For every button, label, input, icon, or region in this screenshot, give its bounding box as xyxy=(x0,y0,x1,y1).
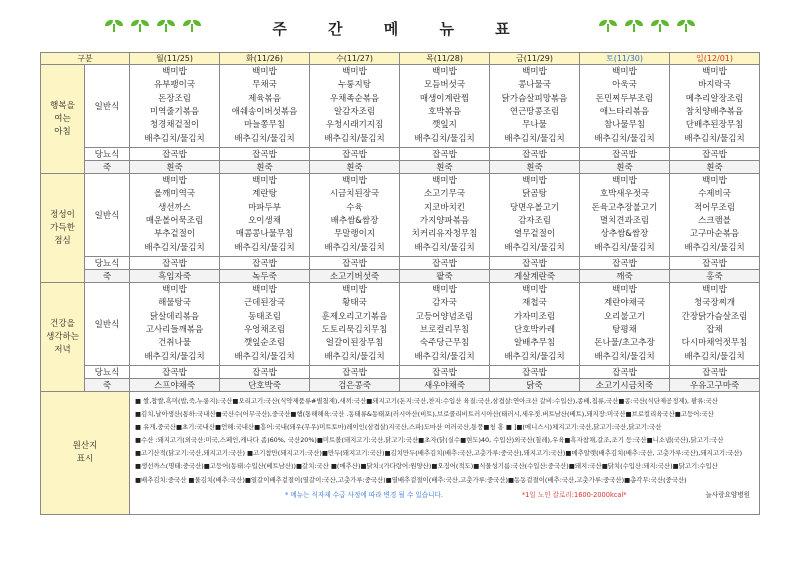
diabetic-diet-label: 당뇨식 xyxy=(85,148,130,161)
dish-item: 배추김치/물김치 xyxy=(684,242,745,253)
dish-item: 백미밥 xyxy=(162,284,187,295)
dish-item: 알배추무침 xyxy=(513,338,556,349)
day-header: 일(12/01) xyxy=(670,53,760,65)
dish-cell xyxy=(580,283,670,366)
dish-cell xyxy=(490,174,580,257)
dish-item: 매콤콩나물무침 xyxy=(235,229,294,240)
diabetic-cell: 잡곡밥 xyxy=(400,148,490,161)
dish-item: 브로컬리무침 xyxy=(419,325,470,335)
dish-item: 열무겉절이 xyxy=(513,229,556,240)
dish-cell xyxy=(400,65,490,148)
dish-item: 부추겉절이 xyxy=(153,229,196,240)
dish-item: 배추김치/물김치 xyxy=(414,351,475,362)
dish-item: 메추리알장조림 xyxy=(685,93,744,104)
header-category: 구분 xyxy=(41,53,130,65)
diabetic-cell: 잡곡밥 xyxy=(400,257,490,270)
dish-cell xyxy=(400,283,490,366)
origin-line: ■배추김치:중국산 ■물김치(배추:국산)■열갈이배추겉절이(열갈이:국산,고춧가루:중국산)■열배추겉절이(배추:국산,고춧가루:중국산)■동동겉절이(배추:국산,고춧가루:중국산)■총각무:국산(중국산) xyxy=(135,475,687,484)
dish-item: 다시마채억젓무침 xyxy=(681,338,748,349)
menu-table xyxy=(40,52,760,515)
dish-cell xyxy=(490,283,580,366)
origin-line: ■ 쌀,찹쌀,흑미(밥,죽,누룽지):국산■오리고기:국산(식약제품류#별첨제),새끼:국산■돼지고기(돈지:국산,찬지:수입산 육질:국산,삼겹살:연아크산 갈비:수입산),종배,칩류,국산■콩:국산(식단제공정제), 팥류:국산 xyxy=(135,397,718,405)
meal-label: 건강을 생각하는 저녁 xyxy=(41,283,85,392)
dish-item: 백미밥 xyxy=(342,284,367,295)
diabetic-cell: 잡곡밥 xyxy=(130,366,220,379)
dish-cell xyxy=(400,174,490,257)
dish-item: 배추김치/물김치 xyxy=(234,242,295,253)
diabetic-cell: 잡곡밥 xyxy=(490,257,580,270)
dish-item: 고등어양념조림 xyxy=(415,311,474,322)
dish-item: 백미밥 xyxy=(522,284,547,295)
porridge-cell: 흰죽 xyxy=(220,161,310,174)
porridge-cell: 녹두죽 xyxy=(220,270,310,283)
dish-item: 배추쌈&쌈장 xyxy=(330,216,379,226)
page-title: 주 간 메 뉴 표 xyxy=(272,20,528,38)
footer-notes xyxy=(135,489,754,502)
dish-item: 감자국 xyxy=(432,298,457,309)
sprout-icon xyxy=(651,20,669,32)
dish-item: 호박새우젓국 xyxy=(599,189,650,200)
dish-item: 돈육고추장불고기 xyxy=(591,202,658,213)
calorie-note: *1일 노인 칼로리:1600-2000kcal* xyxy=(521,490,627,499)
dish-item: 재첩국 xyxy=(522,298,547,309)
day-header: 월(11/25) xyxy=(130,53,220,65)
diabetic-cell: 잡곡밥 xyxy=(130,148,220,161)
day-header: 금(11/29) xyxy=(490,53,580,65)
porridge-cell: 단호박죽 xyxy=(220,379,310,392)
porridge-cell: 흑임자죽 xyxy=(130,270,220,283)
dish-item: 배추김치/물김치 xyxy=(594,242,655,253)
dish-item: 시금치된장국 xyxy=(329,189,380,200)
dish-item: 백미밥 xyxy=(522,66,547,77)
diabetic-cell: 잡곡밥 xyxy=(220,366,310,379)
dish-item: 무나물 xyxy=(522,120,547,131)
dish-item: 호박볶음 xyxy=(428,107,461,117)
diabetic-diet-label: 당뇨식 xyxy=(85,257,130,270)
dish-item: 해물탕국 xyxy=(158,298,191,309)
diabetic-diet-label: 당뇨식 xyxy=(85,366,130,379)
dish-item: 수제비국 xyxy=(698,189,731,200)
dish-item: 단호박카레 xyxy=(513,325,556,335)
dish-item: 애쉐송이버섯볶음 xyxy=(231,107,298,117)
sprout-icon xyxy=(677,20,695,32)
dish-cell xyxy=(580,174,670,257)
dish-item: 멸치견과조림 xyxy=(599,216,650,226)
dish-item: 간장닭가슴살조림 xyxy=(681,311,748,322)
porridge-cell: 홍죽 xyxy=(670,270,760,283)
dish-item: 근데된장국 xyxy=(243,298,286,309)
dish-item: 상추쌈&쌈장 xyxy=(600,229,649,240)
dish-item: 생선까스 xyxy=(158,202,191,213)
diabetic-cell: 잡곡밥 xyxy=(310,148,400,161)
dish-item: 백미밥 xyxy=(162,66,187,77)
dish-item: 건취나물 xyxy=(158,338,191,349)
dish-item: 잡채 xyxy=(706,325,723,335)
general-diet-label: 일반식 xyxy=(85,283,130,366)
dish-cell xyxy=(220,174,310,257)
meal-label: 정성이 가득한 점심 xyxy=(41,174,85,283)
dish-item: 단배추된장무침 xyxy=(685,120,744,131)
day-header: 수(11/27) xyxy=(310,53,400,65)
dish-item: 우채족순볶음 xyxy=(329,93,380,104)
dish-item: 청국장찌개 xyxy=(693,298,736,309)
origin-line: ■김치,날아생산(통하:국내산■국산수(어무국산),중국산■햄(통해해육:국산 .동태류&동태포(러시아산(비트),브로콜리비트러시아산(태러시,세우젓.버트남산(베트),돼지장:미국산■브로컬리육국산■고등어:국산 xyxy=(135,410,714,419)
dish-item: 가자미조림 xyxy=(513,311,556,322)
dish-item: 깻잎지 xyxy=(432,120,457,131)
day-header: 목(11/28) xyxy=(400,53,490,65)
dish-item: 백미밥 xyxy=(252,175,277,186)
dish-item: 백미밥 xyxy=(522,175,547,186)
porridge-cell: 소고기시금치죽 xyxy=(580,379,670,392)
dish-item: 배추김치/물김치 xyxy=(234,351,295,362)
dish-item: 아욱국 xyxy=(612,80,637,91)
dish-item: 백미밥 xyxy=(612,284,637,295)
sprout-icon xyxy=(599,20,617,32)
dish-item: 돈나물/초고추장 xyxy=(594,338,655,349)
porridge-label: 죽 xyxy=(85,379,130,392)
dish-item: 배추김치/물김치 xyxy=(504,351,565,362)
dish-cell xyxy=(670,174,760,257)
dish-cell xyxy=(670,65,760,148)
dish-item: 계란야채국 xyxy=(603,298,646,309)
dish-item: 배추김치/물김치 xyxy=(504,242,565,253)
porridge-cell: 스프야채죽 xyxy=(130,379,220,392)
dish-item: 배추김치/물김치 xyxy=(684,351,745,362)
origin-line: ■생선까스(명태:중국산)■고등어(동태:수입산(베트남산))■갈치:국산 ■(메추산)■닭치:(가다랑어:원양산)■오징어(적도)■식물성기름:국산(수입산:중국산)■돼지:국산■닭치(수입산:돼지:국산)■닭고기:수입산 xyxy=(135,462,718,471)
dish-item: 배추김치/물김치 xyxy=(414,242,475,253)
dish-item: 백미밥 xyxy=(252,284,277,295)
dish-item: 백미밥 xyxy=(612,175,637,186)
dish-item: 고구마순볶음 xyxy=(689,229,740,240)
porridge-cell: 검은콩죽 xyxy=(310,379,400,392)
porridge-cell: 흰죽 xyxy=(400,161,490,174)
dish-item: 무말랭이지 xyxy=(333,229,376,240)
dish-item: 오리불고기 xyxy=(603,311,646,322)
origin-info xyxy=(130,392,760,515)
diabetic-cell: 잡곡밥 xyxy=(310,366,400,379)
origin-line: ■ 유게,중국산■초기:국내산■언해:국내산■흥어:국내(돼우(무우)미트토마)레이인(삼겹살)지국산,스파)도마산 여러국산,통풍■청 홍 ■ ]■(메니스시)체지고기:국산,닭고기:국산,닭고기:국산 xyxy=(135,423,662,432)
dish-item: 훈제오리고기볶음 xyxy=(321,311,388,322)
dish-item: 연근땅콩조림 xyxy=(509,107,560,117)
diabetic-cell: 잡곡밥 xyxy=(400,366,490,379)
porridge-label: 죽 xyxy=(85,161,130,174)
dish-item: 모듬버섯국 xyxy=(423,80,466,91)
dish-item: 백미밥 xyxy=(702,66,727,77)
dish-item: 치커리유자청무침 xyxy=(411,229,478,240)
dish-item: 닭곰탕 xyxy=(522,189,547,200)
hospital-name: 늘사랑요양병원 xyxy=(705,490,750,499)
porridge-cell: 흰죽 xyxy=(130,161,220,174)
porridge-cell: 흰죽 xyxy=(670,161,760,174)
porridge-cell: 게살계란죽 xyxy=(490,270,580,283)
dish-item: 배추김치/물김치 xyxy=(684,133,745,144)
dish-item: 수육 xyxy=(346,202,363,213)
dish-item: 누룽지탕 xyxy=(338,80,371,91)
sprout-icon xyxy=(625,20,643,32)
dish-cell xyxy=(580,65,670,148)
dish-item: 돈장조림 xyxy=(158,93,191,104)
dish-item: 배추김치/물김치 xyxy=(594,133,655,144)
porridge-cell: 소고기버섯죽 xyxy=(310,270,400,283)
dish-item: 알감자조림 xyxy=(333,107,376,117)
dish-item: 백미밥 xyxy=(432,66,457,77)
dish-cell xyxy=(220,65,310,148)
sprout-decoration-right xyxy=(599,20,695,32)
dish-item: 배추김치/물김치 xyxy=(144,133,205,144)
diabetic-cell: 잡곡밥 xyxy=(670,366,760,379)
dish-item: 배추김치/물김치 xyxy=(144,242,205,253)
porridge-cell: 닭죽 xyxy=(490,379,580,392)
dish-item: 배추김치/물김치 xyxy=(324,351,385,362)
dish-item: 참나물무침 xyxy=(603,120,646,131)
diabetic-cell: 잡곡밥 xyxy=(670,257,760,270)
dish-cell xyxy=(130,283,220,366)
diabetic-cell: 잡곡밥 xyxy=(490,366,580,379)
general-diet-label: 일반식 xyxy=(85,65,130,148)
porridge-cell: 흰죽 xyxy=(580,161,670,174)
dish-item: 배추김치/물김치 xyxy=(594,351,655,362)
diabetic-cell: 잡곡밥 xyxy=(580,366,670,379)
origin-line: ■수산 :돼지고기(외국산:미국,스페인,캐나다 좀)60%, 국산20%)■미트볼(돼지고기:국산,닭고기:국산■초자(닭(실수■현도)40, 수입산)외국산(칠레),우육■흑자참채,갈조,조기 등:국산■니소냄(국산),닭고기:국산 xyxy=(135,436,724,445)
dish-item: 닭가슴살피망볶음 xyxy=(501,93,568,104)
dish-item: 유부팽이국 xyxy=(153,80,196,91)
dish-item: 바지락국 xyxy=(698,80,731,91)
porridge-cell: 새우야채죽 xyxy=(400,379,490,392)
dish-item: 도토리묵김치무침 xyxy=(321,325,388,335)
dish-item: 배추김치/물김치 xyxy=(324,133,385,144)
dish-cell xyxy=(130,65,220,148)
porridge-cell: 깨죽 xyxy=(580,270,670,283)
porridge-cell: 흰죽 xyxy=(490,161,580,174)
dish-item: 스크램블 xyxy=(698,216,731,226)
diabetic-cell: 잡곡밥 xyxy=(130,257,220,270)
dish-item: 황태국 xyxy=(342,298,367,309)
dish-cell xyxy=(310,283,400,366)
dish-item: 백미밥 xyxy=(252,66,277,77)
dish-item: 백미밥 xyxy=(162,175,187,186)
dish-item: 매운볼어묵조림 xyxy=(145,216,204,226)
dish-cell xyxy=(130,174,220,257)
dish-item: 참치양배추볶음 xyxy=(685,107,744,117)
dish-item: 우청시래기지짐 xyxy=(325,120,384,131)
dish-item: 청경채겉절이 xyxy=(149,120,200,131)
dish-cell xyxy=(310,174,400,257)
dish-item: 돈민찌두부조림 xyxy=(595,93,654,104)
dish-item: 배추김치/물김치 xyxy=(414,133,475,144)
porridge-label: 죽 xyxy=(85,270,130,283)
dish-item: 배추김치/물김치 xyxy=(504,133,565,144)
dish-item: 올깨미역국 xyxy=(153,189,196,200)
dish-item: 당면우볼고기 xyxy=(509,202,560,213)
dish-cell xyxy=(490,65,580,148)
dish-item: 동태조림 xyxy=(248,311,281,322)
dish-item: 백미밥 xyxy=(432,284,457,295)
dish-item: 마늘쫑무침 xyxy=(243,120,286,131)
diabetic-cell: 잡곡밥 xyxy=(580,257,670,270)
dish-item: 마파두부 xyxy=(248,202,281,213)
dish-item: 계란탕 xyxy=(252,189,277,200)
meal-label: 행복을 여는 아침 xyxy=(41,65,85,174)
menu-change-note: * 메뉴는 식자재 수급 사정에 따라 변경 될 수 있습니다. xyxy=(285,490,444,499)
dish-item: 제육볶음 xyxy=(248,93,281,104)
dish-item: 지코바치킨 xyxy=(423,202,466,213)
origin-line: ■고기산적(닭고기:국산,돼지고기:국산) ■고기참만(돼지고기:국산)■만두(돼지고기:국산)■김치만두(배추김치(배추:국산,고춧가루:중국산),돼지고기:국산)■메추알랫(배추김치(배추:국산, 고춧가루:국산),돼지고기:국산) xyxy=(135,449,743,458)
origin-label: 원산지 표시 xyxy=(41,392,130,515)
diabetic-cell: 잡곡밥 xyxy=(220,148,310,161)
dish-cell xyxy=(670,283,760,366)
diabetic-cell: 잡곡밥 xyxy=(310,257,400,270)
dish-item: 백미밥 xyxy=(702,284,727,295)
dish-item: 고사리들깨볶음 xyxy=(145,325,204,335)
dish-item: 매생이계란찜 xyxy=(419,93,470,104)
porridge-cell: 우유고구마죽 xyxy=(670,379,760,392)
dish-item: 백미밥 xyxy=(702,175,727,186)
dish-item: 닭살데리볶음 xyxy=(149,311,200,322)
dish-item: 미역줄기볶음 xyxy=(149,107,200,117)
day-header: 화(11/26) xyxy=(220,53,310,65)
diabetic-cell: 잡곡밥 xyxy=(490,148,580,161)
dish-item: 백미밥 xyxy=(342,66,367,77)
dish-item: 백미밥 xyxy=(612,66,637,77)
diabetic-cell: 잡곡밥 xyxy=(220,257,310,270)
dish-item: 숙주당근무침 xyxy=(419,338,470,349)
dish-item: 감자조림 xyxy=(518,216,551,226)
dish-item: 탕평채 xyxy=(612,325,637,335)
dish-item: 가지양파볶음 xyxy=(419,216,470,226)
dish-item: 콩나물국 xyxy=(518,80,551,91)
dish-cell xyxy=(220,283,310,366)
dish-item: 백미밥 xyxy=(342,175,367,186)
dish-item: 백미밥 xyxy=(432,175,457,186)
dish-item: 소고기무국 xyxy=(423,189,466,200)
dish-item: 깻잎순조림 xyxy=(243,338,286,349)
diabetic-cell: 잡곡밥 xyxy=(580,148,670,161)
porridge-cell: 흰죽 xyxy=(310,161,400,174)
dish-item: 배추김치/물김치 xyxy=(234,133,295,144)
diabetic-cell: 잡곡밥 xyxy=(670,148,760,161)
dish-item: 적어무조림 xyxy=(693,202,736,213)
dish-item: 우엉채조림 xyxy=(243,325,286,335)
porridge-cell: 팥죽 xyxy=(400,270,490,283)
dish-cell xyxy=(310,65,400,148)
dish-item: 오이생채 xyxy=(248,216,281,226)
general-diet-label: 일반식 xyxy=(85,174,130,257)
dish-item: 배추김치/물김치 xyxy=(144,351,205,362)
dish-item: 얼갈이된장무침 xyxy=(325,338,384,349)
dish-item: 무채국 xyxy=(252,80,277,91)
dish-item: 배추김치/물김치 xyxy=(324,242,385,253)
dish-item: 애느타리볶음 xyxy=(599,107,650,117)
day-header: 토(11/30) xyxy=(580,53,670,65)
